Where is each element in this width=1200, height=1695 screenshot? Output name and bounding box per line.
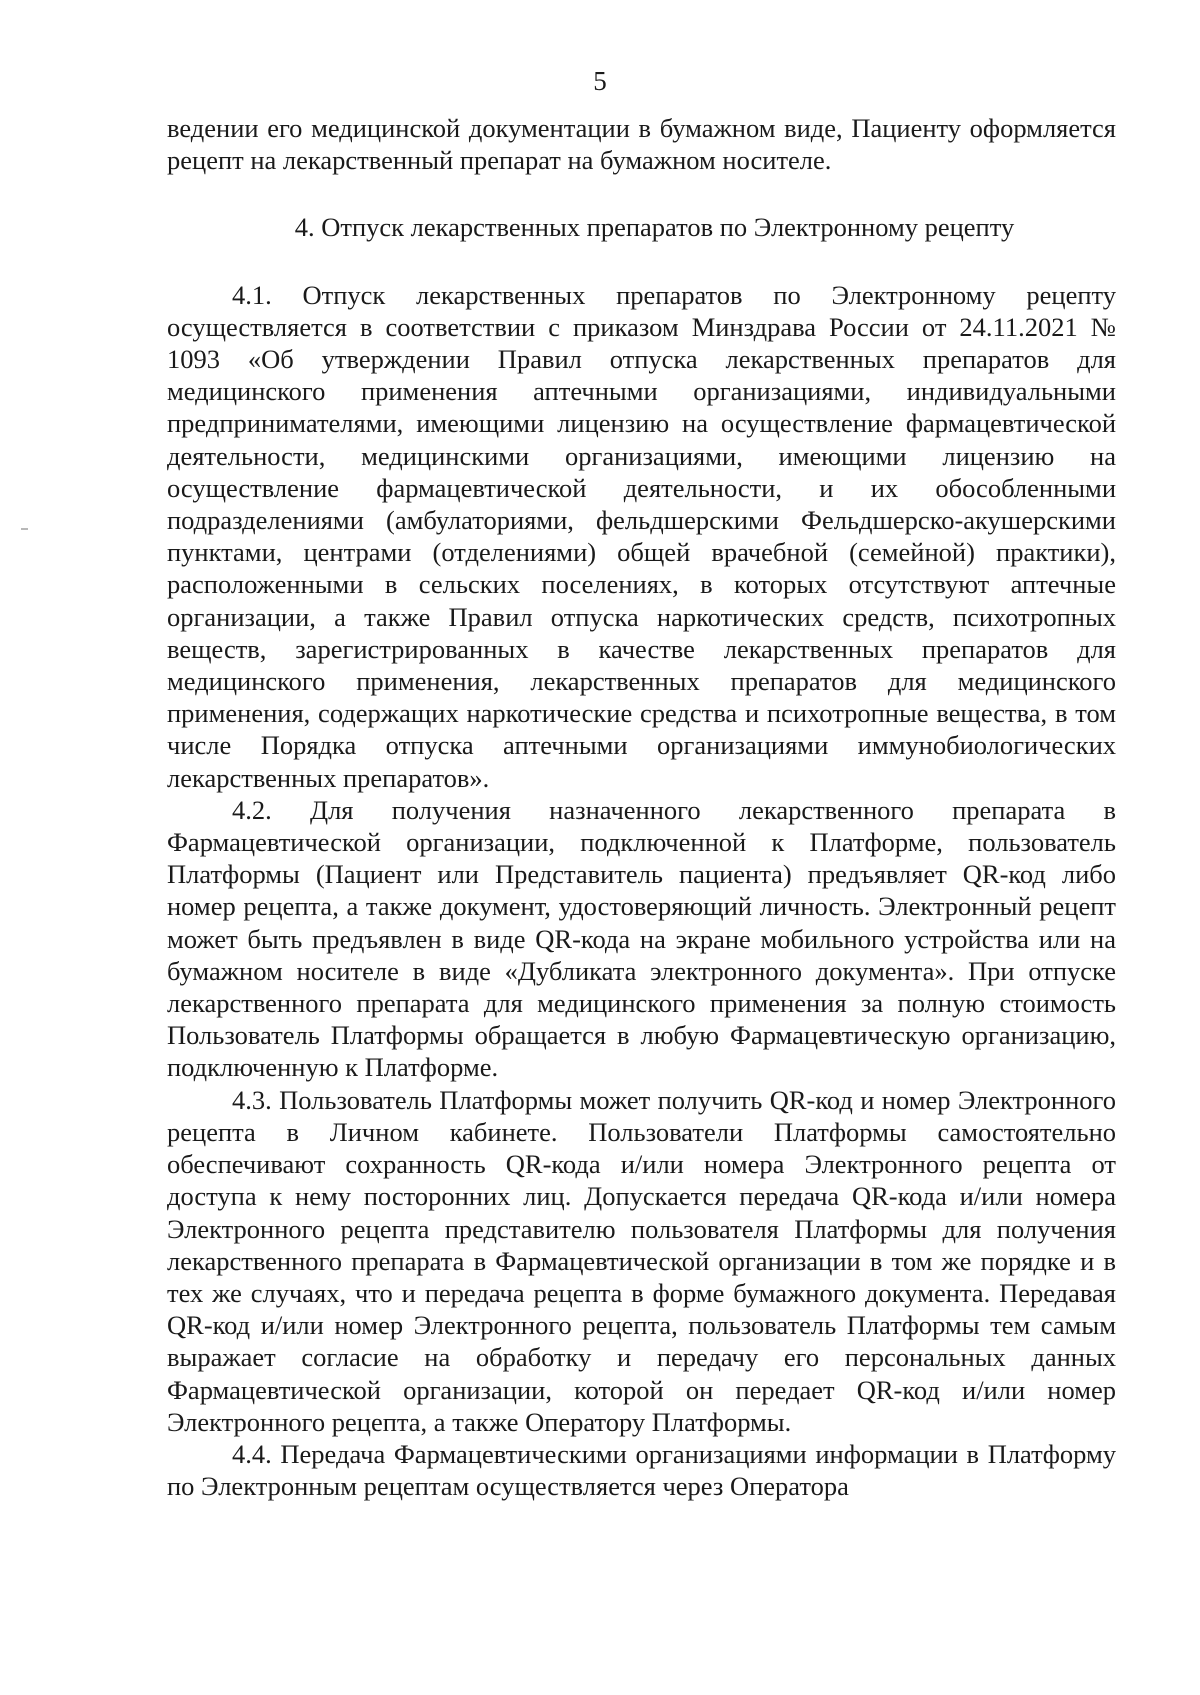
page-number: 5 — [593, 66, 607, 96]
paragraph-4-4: 4.4. Передача Фармацевтическими организациями информации в Платформу по Электронным рецептам осуществляется через Оператора — [167, 1438, 1116, 1502]
paragraph-4-3: 4.3. Пользователь Платформы может получить QR-код и номер Электронного рецепта в Личном кабинете. Пользователи Платформы самостоятельно обеспечивают сохранность QR-кода и/или номера Электронного рецепта от доступа к нему посторонних лиц. Допускается передача QR-кода и/или номера Электронного рецепта представителю пользователя Платформы для получения лекарственного препарата в Фармацевтической организации в том же порядке и в тех же случаях, что и передача рецепта в форме бумажного документа. Передавая QR-код и/или номер Электронного рецепта, пользователь Платформы тем самым выражает согласие на обработку и передачу его персональных данных Фармацевтической организации, которой он передает QR-код и/или номер Электронного рецепта, а также Оператору Платформы. — [167, 1084, 1116, 1437]
document-body — [167, 112, 1116, 1502]
paragraph-4-1: 4.1. Отпуск лекарственных препаратов по Электронному рецепту осуществляется в соответствии с приказом Минздрава России от 24.11.2021 № 1093 «Об утверждении Правил отпуска лекарственных препаратов для медицинского применения аптечными организациями, индивидуальными предпринимателями, имеющими лицензию на осуществление фармацевтической деятельности, медицинскими организациями, имеющими лицензию на осуществление фармацевтической деятельности, и их обособленными подразделениями (амбулаториями, фельдшерскими Фельдшерско-акушерскими пунктами, центрами (отделениями) общей врачебной (семейной) практики), расположенными в сельских поселениях, в которых отсутствуют аптечные организации, а также Правил отпуска наркотических средств, психотропных веществ, зарегистрированных в качестве лекарственных препаратов для медицинского применения, лекарственных препаратов для медицинского применения, содержащих наркотические средства и психотропные вещества, в том числе Порядка отпуска аптечными организациями иммунобиологических лекарственных препаратов». — [167, 279, 1116, 793]
section-heading: 4. Отпуск лекарственных препаратов по Электронному рецепту — [294, 212, 1015, 243]
paragraph-4-2: 4.2. Для получения назначенного лекарственного препарата в Фармацевтической организации, подключенной к Платформе, пользователь Платформы (Пациент или Представитель пациента) предъявляет QR-код либо номер рецепта, а также документ, удостоверяющий личность. Электронный рецепт может быть предъявлен в виде QR-кода на экране мобильного устройства или на бумажном носителе в виде «Дубликата электронного документа». При отпуске лекарственного препарата для медицинского применения за полную стоимость Пользователь Платформы обращается в любую Фармацевтическую организацию, подключенную к Платформе. — [167, 794, 1116, 1083]
margin-mark — [21, 528, 28, 530]
paragraph-continuation: ведении его медицинской документации в бумажном виде, Пациенту оформляется рецепт на лекарственный препарат на бумажном носителе. — [167, 113, 1116, 176]
